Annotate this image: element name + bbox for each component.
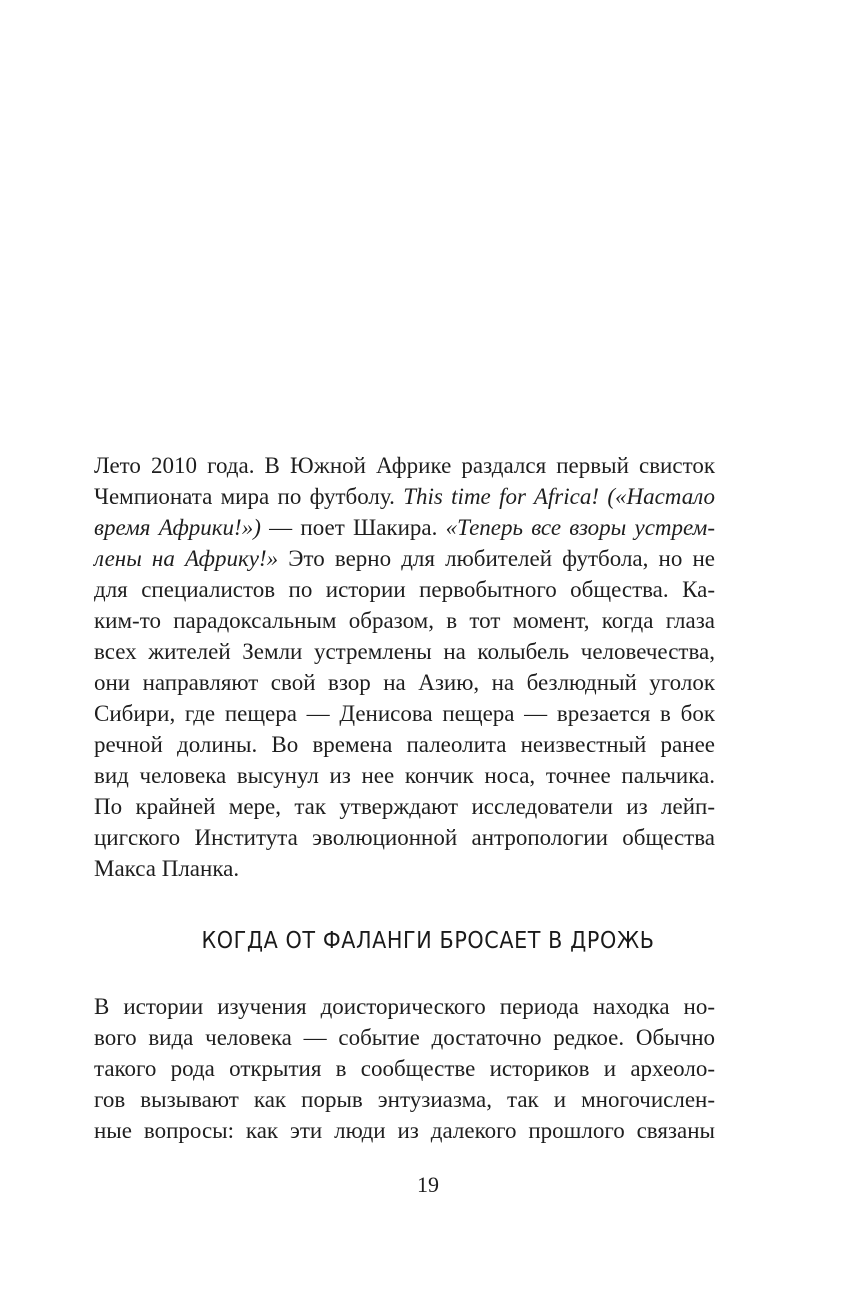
text-line: вого вида человека — событие достаточно редкое. Обычно bbox=[94, 1025, 715, 1050]
song-title: This time for Africa! («Настало bbox=[403, 484, 715, 509]
text-line: они направляют свой взор на Азию, на безлюдный уголок bbox=[94, 670, 715, 695]
text-line: ким-то парадоксальным образом, в тот момент, когда глаза bbox=[94, 608, 715, 633]
text-line: время Африки!») — поет Шакира. «Теперь все взоры устрем- bbox=[94, 515, 715, 540]
song-lyric-quote: «Теперь все взоры устрем- bbox=[445, 515, 715, 540]
text-line: всех жителей Земли устремлены на колыбель человечества, bbox=[94, 639, 715, 664]
text-line: Чемпионата мира по футболу. This time for Africa! («Настало bbox=[94, 484, 715, 509]
song-lyric-quote-end: лены на Африку!» bbox=[94, 546, 279, 571]
text-line: В истории изучения доисторического периода находка но- bbox=[94, 994, 715, 1019]
song-title-translation: время Африки!») bbox=[94, 515, 261, 540]
text-line: ные вопросы: как эти люди из далекого прошлого связаны bbox=[94, 1118, 715, 1143]
text-line: такого рода открытия в сообществе историков и археоло- bbox=[94, 1056, 715, 1081]
section-heading: КОГДА ОТ ФАЛАНГИ БРОСАЕТ В ДРОЖЬ bbox=[201, 928, 655, 954]
text-line: Лето 2010 года. В Южной Африке раздался первый свисток bbox=[94, 453, 715, 478]
text-line: гов вызывают как порыв энтузиазма, так и многочислен- bbox=[94, 1087, 715, 1112]
text-line: По крайней мере, так утверждают исследователи из лейп- bbox=[94, 794, 715, 819]
text-line: речной долины. Во времена палеолита неизвестный ранее bbox=[94, 732, 715, 757]
page-number: 19 bbox=[417, 1172, 439, 1197]
text-line: цигского Института эволюционной антропологии общества bbox=[94, 825, 715, 850]
text-line: Сибири, где пещера — Денисова пещера — врезается в бок bbox=[94, 701, 715, 726]
text-line: вид человека высунул из нее кончик носа, точнее пальчика. bbox=[94, 763, 715, 788]
text-line: для специалистов по истории первобытного общества. Ка- bbox=[94, 577, 715, 602]
text-line: Макса Планка. bbox=[94, 856, 240, 881]
text-line: лены на Африку!» Это верно для любителей футбола, но не bbox=[94, 546, 715, 571]
